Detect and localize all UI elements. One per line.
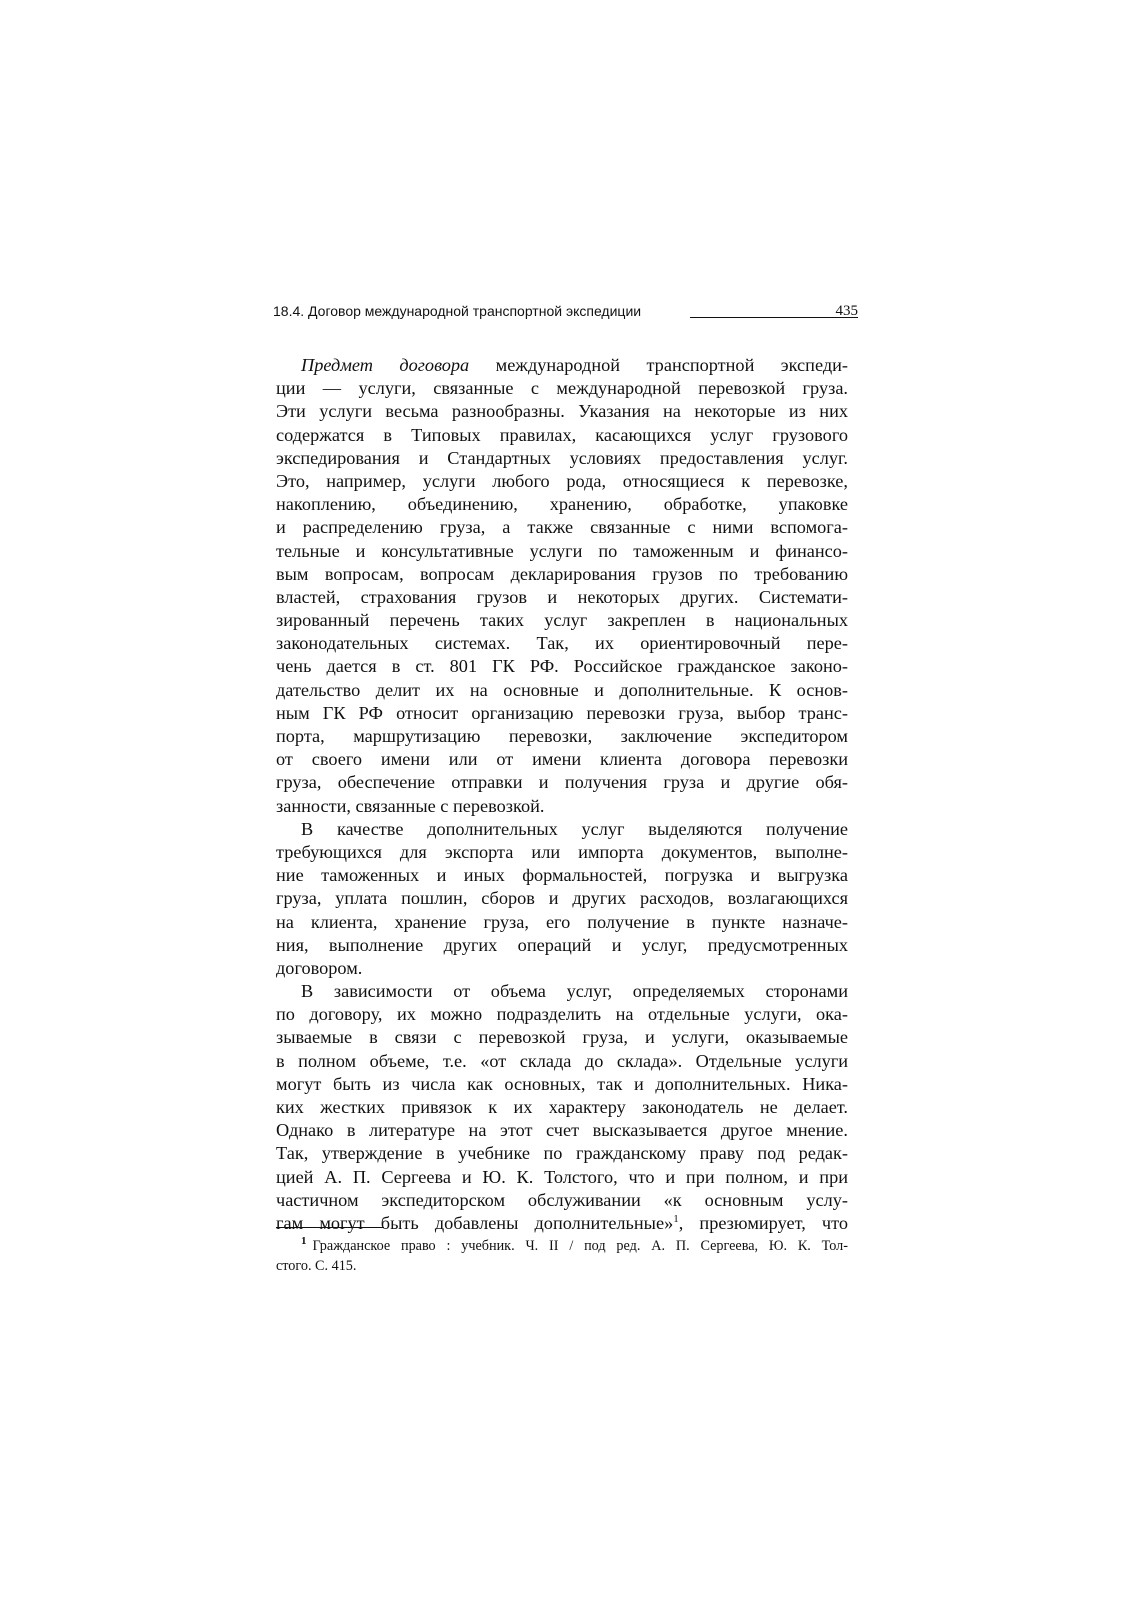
text-line: на клиента, хранение груза, его получение в пункте назначе- [276, 911, 848, 932]
text-line: властей, страхования грузов и некоторых других. Системати- [276, 586, 848, 607]
text-line: порта, маршрутизацию перевозки, заключение экспедитором [276, 726, 848, 746]
italic-term: Предмет договора [301, 355, 470, 375]
text-line: дательство делит их на основные и дополнительные. К основ- [276, 679, 848, 700]
text-line: содержатся в Типовых правилах, касающихся услуг грузового [276, 424, 848, 445]
text-line: в полном объеме, т.е. «от склада до склада». Отдельные услуги [276, 1050, 848, 1071]
running-header [273, 299, 858, 323]
footnote-line: стого. С. 415. [276, 1258, 357, 1274]
text-line: занности, связанные с перевозкой. [276, 795, 545, 816]
text-line: договором. [276, 957, 363, 978]
text-line: В зависимости от объема услуг, определяемых сторонами [301, 981, 848, 1002]
main-text [276, 354, 848, 1235]
text-line: ние таможенных и иных формальностей, погрузка и выгрузка [276, 865, 848, 886]
text-line: Однако в литературе на этот счет высказывается другое мнение. [276, 1120, 848, 1141]
text-line: могут быть из числа как основных, так и дополнительных. Ника- [276, 1073, 848, 1094]
text-line: по договору, их можно подразделить на отдельные услуги, ока- [276, 1004, 848, 1025]
text-line: Так, утверждение в учебнике по гражданскому праву под редак- [276, 1143, 848, 1164]
text-line: тельные и консультативные услуги по таможенным и финансо- [276, 540, 848, 561]
text-line: зированный перечень таких услуг закреплен в национальных [276, 610, 848, 631]
footnote-line: $^1$ Гражданское право : учебник. Ч. II / под ред. А. П. Сергеева, Ю. К. Тол- [301, 1235, 848, 1254]
text-line: груза, уплата пошлин, сборов и других расходов, возлагающихся [276, 888, 848, 909]
text-line: гам могут быть добавлены дополнительные»$^1$, презюмирует, что [276, 1212, 848, 1233]
paragraph [276, 980, 848, 1235]
text-line: Это, например, услуги любого рода, относящиеся к перевозке, [276, 470, 848, 491]
paragraph [276, 354, 848, 818]
header-rule [690, 317, 858, 318]
text-line: цией А. П. Сергеева и Ю. К. Толстого, что и при полном, и при [276, 1166, 848, 1187]
text-line: частичном экспедиторском обслуживании «к основным услу- [276, 1189, 848, 1210]
text-line: Эти услуги весьма разнообразны. Указания на некоторые из них [276, 401, 848, 422]
footnote-mark: 1 [301, 1235, 307, 1248]
text-line: чень дается в ст. 801 ГК РФ. Российское гражданское законо- [276, 656, 848, 677]
text-line: В качестве дополнительных услуг выделяются получение [301, 818, 848, 839]
text-line: требующихся для экспорта или импорта документов, выполне- [276, 841, 848, 862]
footnote-reference: 1 [673, 1212, 679, 1225]
text-line: груза, обеспечение отправки и получения груза и другие обя- [276, 772, 848, 793]
text-line: зываемые в связи с перевозкой груза, и услуги, оказываемые [276, 1027, 848, 1048]
text-line: вым вопросам, вопросам декларирования грузов по требованию [276, 563, 848, 584]
text-line: ным ГК РФ относит организацию перевозки груза, выбор транс- [276, 702, 848, 723]
paragraph [276, 818, 848, 980]
text-line: от своего имени или от имени клиента договора перевозки [276, 749, 848, 770]
footnote-separator [276, 1227, 384, 1228]
text-line: экспедирования и Стандартных условиях предоставления услуг. [276, 447, 848, 468]
footnote [276, 1236, 848, 1276]
text-line: накоплению, объединению, хранению, обработке, упаковке [276, 494, 848, 515]
text-line: ния, выполнение других операций и услуг, предусмотренных [276, 934, 848, 955]
text-line: законодательных системах. Так, их ориентировочный пере- [276, 633, 848, 654]
page-number: 435 [835, 303, 858, 319]
chapter-title: 18.4. Договор международной транспортной экспедиции [273, 303, 642, 319]
text-line: Предмет договора международной транспортной экспеди- [301, 355, 848, 375]
text-line: ции — услуги, связанные с международной перевозкой груза. [276, 378, 848, 399]
text-line: ких жестких привязок к их характеру законодатель не делает. [276, 1097, 848, 1117]
text-line: и распределению груза, а также связанные с ними вспомога- [276, 517, 848, 538]
